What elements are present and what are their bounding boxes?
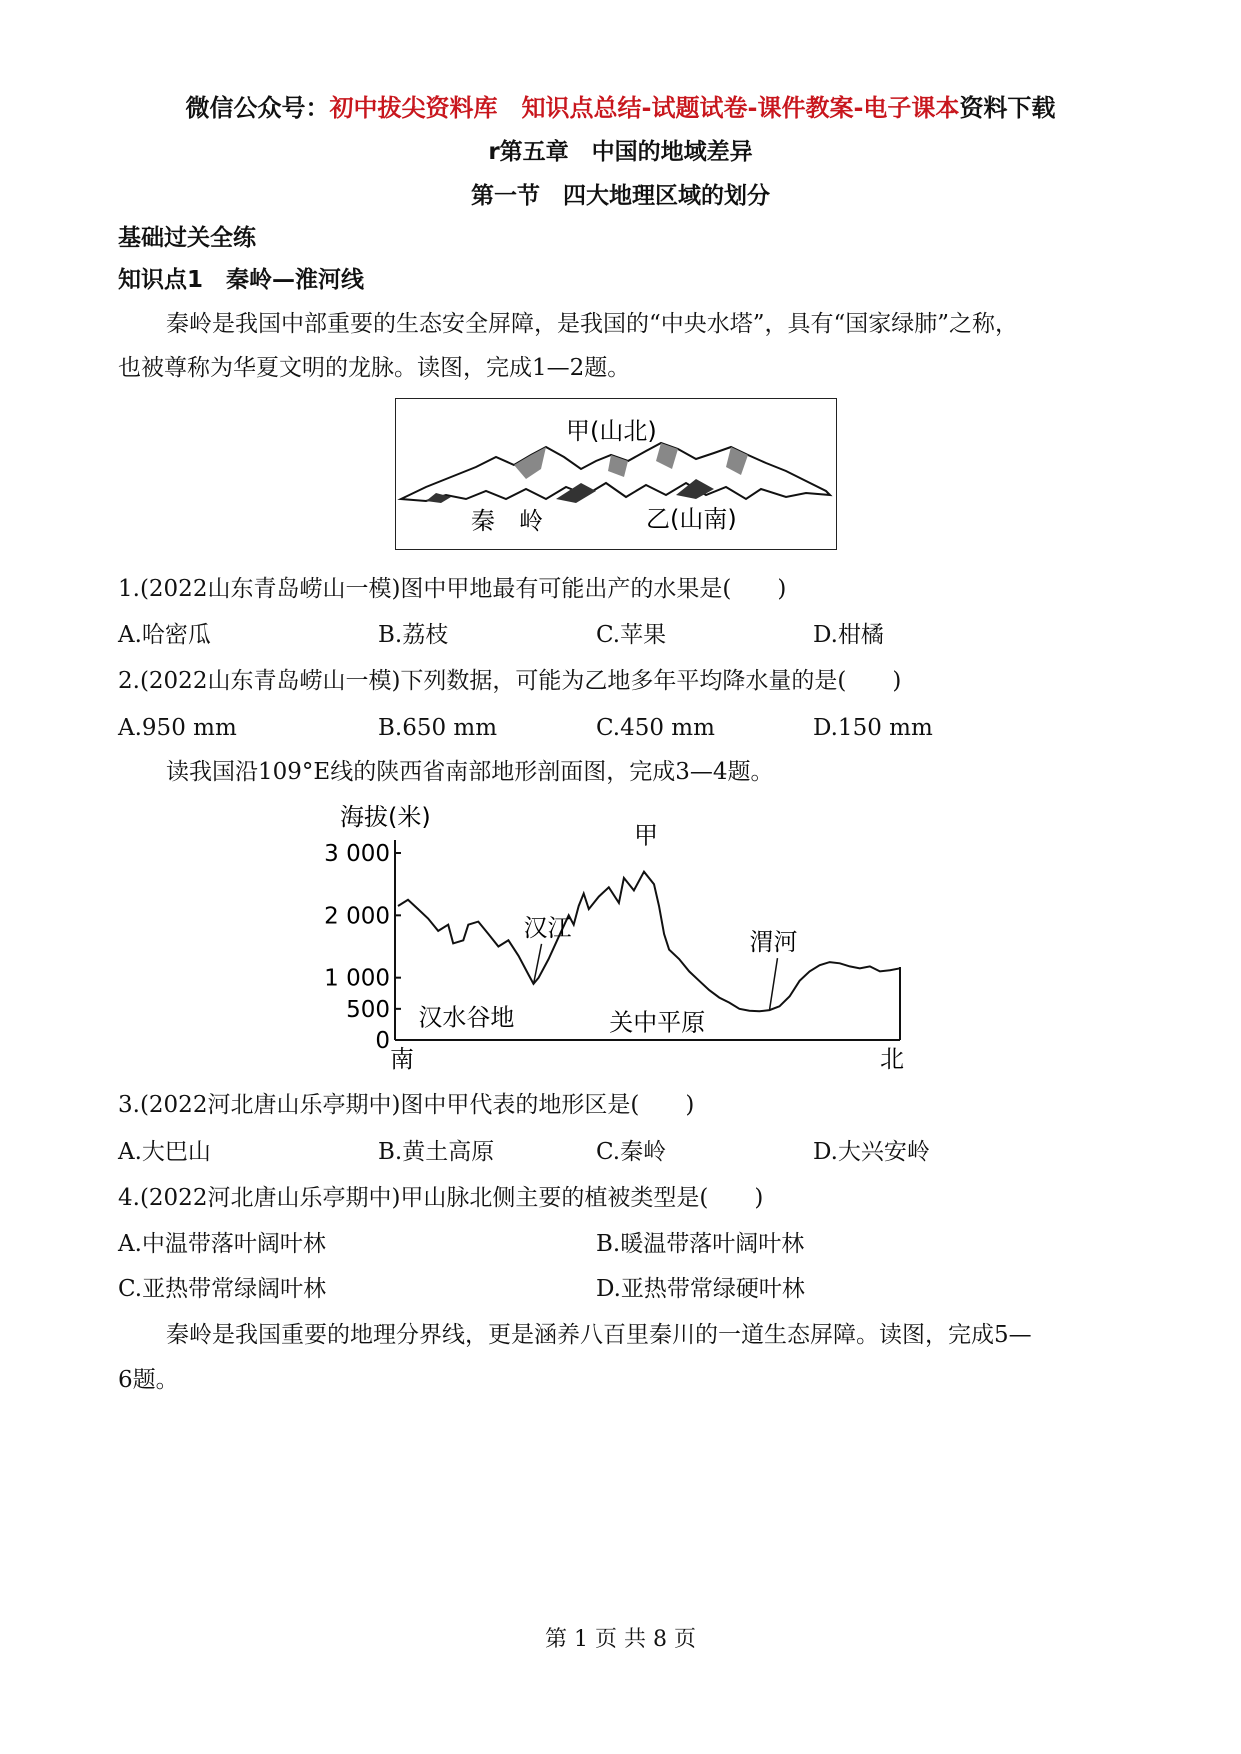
intro2: 读我国沿109°E线的陕西省南部地形剖面图，完成3—4题。 bbox=[166, 759, 774, 785]
annotation-label: 汉江 bbox=[523, 913, 572, 942]
q2-option-d[interactable]: D.150 mm bbox=[813, 715, 933, 741]
y-tick-label: 3 000 bbox=[324, 841, 390, 867]
q2-option-b[interactable]: B.650 mm bbox=[378, 715, 498, 741]
y-tick-label: 1 000 bbox=[324, 965, 390, 992]
q3-stem: 3.(2022河北唐山乐亭期中)图中甲代表的地形区是( ) bbox=[118, 1092, 695, 1118]
knowledge-point: 知识点1 秦岭—淮河线 bbox=[118, 267, 365, 293]
annotation-label: 甲 bbox=[633, 821, 658, 850]
q3-option-a[interactable]: A.大巴山 bbox=[118, 1139, 211, 1165]
q4-option-b[interactable]: B.暖温带落叶阔叶林 bbox=[596, 1231, 805, 1257]
chart-ylabel: 海拔(米) bbox=[340, 803, 431, 831]
annotation-leader-line bbox=[769, 958, 777, 1010]
label-north: 甲(山北) bbox=[566, 417, 657, 445]
annotation-label: 渭河 bbox=[749, 928, 798, 957]
header-prefix: 微信公众号： bbox=[185, 94, 330, 122]
chapter-title: r第五章 中国的地域差异 bbox=[488, 139, 753, 165]
y-tick-label: 0 bbox=[375, 1028, 390, 1054]
q1-option-a[interactable]: A.哈密瓜 bbox=[118, 622, 211, 648]
q4-stem: 4.(2022河北唐山乐亭期中)甲山脉北侧主要的植被类型是( ) bbox=[118, 1185, 764, 1211]
intro3-line1: 秦岭是我国重要的地理分界线，更是涵养八百里秦川的一道生态屏障。读图，完成5— bbox=[166, 1322, 1032, 1348]
q2-option-a[interactable]: A.950 mm bbox=[118, 715, 237, 741]
intro3-line2: 6题。 bbox=[118, 1367, 179, 1393]
x-start-label: 南 bbox=[390, 1045, 414, 1073]
intro1-line1: 秦岭是我国中部重要的生态安全屏障，是我国的“中央水塔”，具有“国家绿肺”之称， bbox=[166, 311, 1019, 337]
q4-option-a[interactable]: A.中温带落叶阔叶林 bbox=[118, 1231, 326, 1257]
annotation-label: 汉水谷地 bbox=[418, 1003, 515, 1032]
q2-stem: 2.(2022山东青岛崂山一模)下列数据，可能为乙地多年平均降水量的是( ) bbox=[118, 668, 902, 694]
q1-option-d[interactable]: D.柑橘 bbox=[813, 622, 884, 648]
q1-option-c[interactable]: C.苹果 bbox=[596, 622, 667, 648]
q1-option-b[interactable]: B.荔枝 bbox=[378, 622, 449, 648]
profile-annotations bbox=[418, 822, 797, 1037]
q3-option-b[interactable]: B.黄土高原 bbox=[378, 1139, 495, 1165]
q4-option-d[interactable]: D.亚热带常绿硬叶林 bbox=[596, 1276, 805, 1302]
label-south: 乙(山南) bbox=[646, 505, 737, 533]
q1-stem: 1.(2022山东青岛崂山一模)图中甲地最有可能出产的水果是( ) bbox=[118, 576, 787, 602]
mountain-figure bbox=[395, 398, 837, 550]
header-suffix: 资料下载 bbox=[959, 94, 1056, 122]
page-footer: 第 1 页 共 8 页 bbox=[545, 1627, 696, 1652]
y-axis-ticks bbox=[324, 841, 401, 1054]
intro1-line2: 也被尊称为华夏文明的龙脉。读图，完成1—2题。 bbox=[118, 355, 631, 381]
x-end-label: 北 bbox=[880, 1045, 904, 1073]
y-tick-label: 500 bbox=[346, 996, 390, 1023]
q3-option-d[interactable]: D.大兴安岭 bbox=[813, 1139, 930, 1165]
profile-line bbox=[398, 872, 900, 1012]
q4-option-c[interactable]: C.亚热带常绿阔叶林 bbox=[118, 1276, 327, 1302]
q2-option-c[interactable]: C.450 mm bbox=[596, 715, 715, 741]
terrain-profile-chart bbox=[320, 795, 920, 1080]
mountain-sketch bbox=[396, 399, 836, 549]
q3-option-c[interactable]: C.秦岭 bbox=[596, 1139, 667, 1165]
header-highlight: 初中拔尖资料库 知识点总结-试题试卷-课件教案-电子课本 bbox=[329, 94, 960, 122]
y-tick-label: 2 000 bbox=[324, 903, 390, 930]
header-banner bbox=[0, 93, 1241, 123]
part-title: 基础过关全练 bbox=[118, 225, 256, 251]
section-title: 第一节 四大地理区域的划分 bbox=[471, 183, 770, 209]
label-range: 秦 岭 bbox=[471, 507, 543, 535]
annotation-label: 关中平原 bbox=[609, 1008, 706, 1037]
